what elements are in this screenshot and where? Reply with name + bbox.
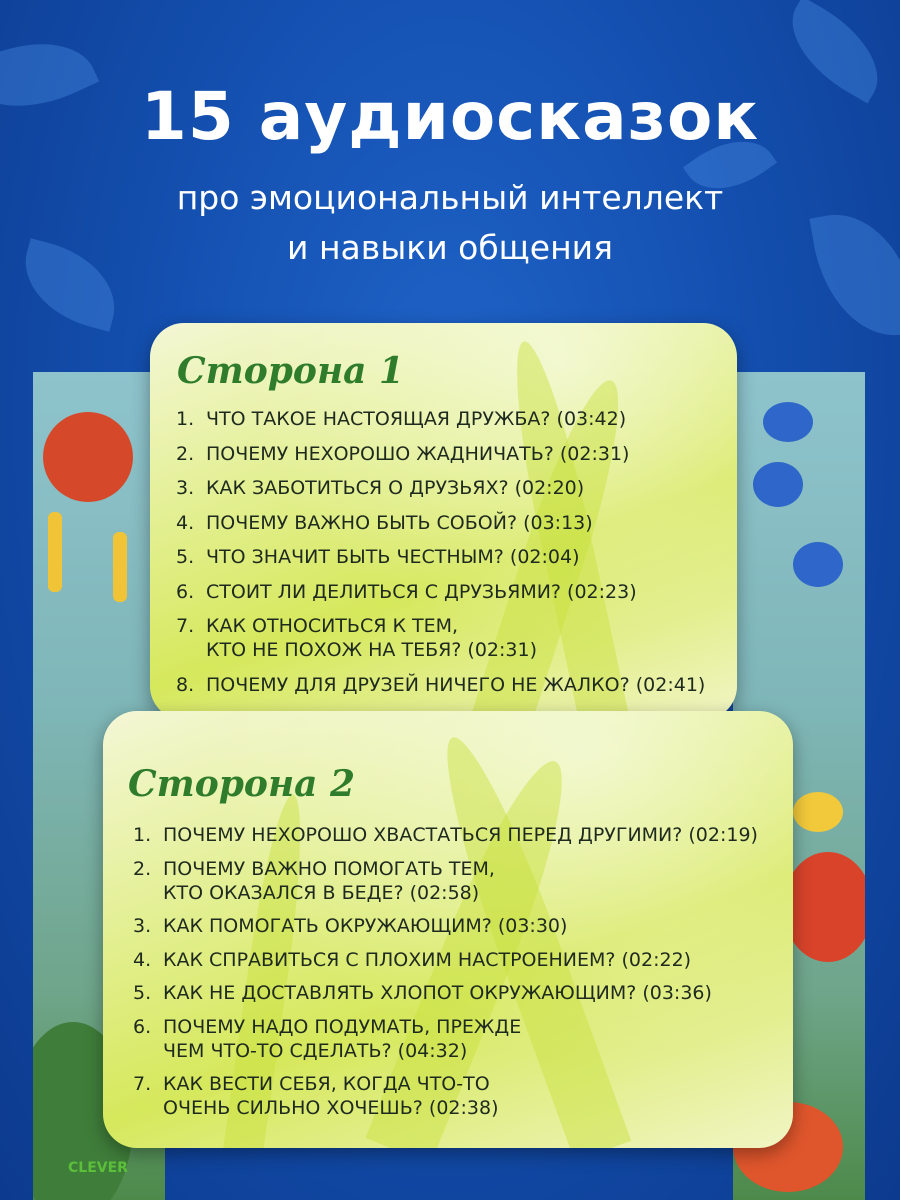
track-title: ПОЧЕМУ ДЛЯ ДРУЗЕЙ НИЧЕГО НЕ ЖАЛКО? (02:41) xyxy=(206,673,706,696)
track-number: 3. xyxy=(133,915,152,937)
track-number: 6. xyxy=(176,580,195,603)
publisher-logo: CLEVER xyxy=(68,1160,128,1176)
track-title-continued: ЧЕМ ЧТО-ТО СДЕЛАТЬ? (04:32) xyxy=(163,1039,468,1062)
track-item[interactable] xyxy=(133,823,783,847)
track-number: 3. xyxy=(176,477,195,499)
track-number: 5. xyxy=(133,982,152,1004)
track-number: 1. xyxy=(176,408,195,430)
page-subtitle-line-2: и навыки общения xyxy=(287,228,613,267)
red-flower-illustration xyxy=(783,852,865,962)
blue-bellflower-illustration xyxy=(793,542,843,587)
red-flower-illustration xyxy=(43,412,133,502)
track-title: ПОЧЕМУ НЕХОРОШО ХВАСТАТЬСЯ ПЕРЕД ДРУГИМИ? (02:19) xyxy=(163,824,758,846)
track-item[interactable] xyxy=(133,1072,783,1120)
track-item[interactable] xyxy=(133,948,783,972)
track-number: 7. xyxy=(176,615,195,637)
track-item[interactable] xyxy=(176,442,726,466)
side-2-title: Сторона 2 xyxy=(128,763,356,805)
track-title: КАК НЕ ДОСТАВЛЯТЬ ХЛОПОТ ОКРУЖАЮЩИМ? (03:36) xyxy=(163,982,712,1004)
track-number: 4. xyxy=(176,511,195,534)
track-item[interactable] xyxy=(133,981,783,1005)
track-item[interactable] xyxy=(133,857,783,905)
track-number: 7. xyxy=(133,1073,152,1095)
track-title: ПОЧЕМУ ВАЖНО ПОМОГАТЬ ТЕМ, xyxy=(163,857,495,880)
track-title: ПОЧЕМУ НАДО ПОДУМАТЬ, ПРЕЖДЕ xyxy=(163,1015,522,1038)
track-title: КАК СПРАВИТЬСЯ С ПЛОХИМ НАСТРОЕНИЕМ? (02:22) xyxy=(163,948,692,971)
track-number: 1. xyxy=(133,824,152,846)
page-subtitle-line-1: про эмоциональный интеллект xyxy=(176,178,724,217)
track-item[interactable] xyxy=(133,1015,783,1063)
page-title: 15 аудиосказок xyxy=(140,78,760,155)
track-title: ЧТО ТАКОЕ НАСТОЯЩАЯ ДРУЖБА? (03:42) xyxy=(206,408,627,430)
track-number: 8. xyxy=(176,673,195,696)
track-title-continued: ОЧЕНЬ СИЛЬНО ХОЧЕШЬ? (02:38) xyxy=(163,1097,499,1119)
side-1-card xyxy=(150,323,737,720)
background-leaf xyxy=(809,203,900,347)
track-title: КАК ЗАБОТИТЬСЯ О ДРУЗЬЯХ? (02:20) xyxy=(206,477,585,499)
blue-bellflower-illustration xyxy=(753,462,803,507)
track-number: 5. xyxy=(176,546,195,568)
track-number: 2. xyxy=(133,857,152,880)
blue-bellflower-illustration xyxy=(763,402,813,442)
track-item[interactable] xyxy=(176,673,726,697)
yellow-stripe-illustration xyxy=(113,532,127,602)
track-item[interactable] xyxy=(176,545,726,569)
track-title-continued: КТО НЕ ПОХОЖ НА ТЕБЯ? (02:31) xyxy=(206,639,538,661)
track-title: ПОЧЕМУ ВАЖНО БЫТЬ СОБОЙ? (03:13) xyxy=(206,511,593,534)
side-2-tracklist xyxy=(133,823,783,1130)
track-number: 2. xyxy=(176,442,195,465)
side-2-card xyxy=(103,711,793,1148)
track-number: 6. xyxy=(133,1015,152,1038)
track-title: КАК ОТНОСИТЬСЯ К ТЕМ, xyxy=(206,615,459,637)
track-item[interactable] xyxy=(176,476,726,500)
track-item[interactable] xyxy=(176,407,726,431)
track-title: ЧТО ЗНАЧИТ БЫТЬ ЧЕСТНЫМ? (02:04) xyxy=(206,546,580,568)
track-title: СТОИТ ЛИ ДЕЛИТЬСЯ С ДРУЗЬЯМИ? (02:23) xyxy=(206,580,637,603)
track-item[interactable] xyxy=(176,511,726,535)
track-item[interactable] xyxy=(133,914,783,938)
track-title: ПОЧЕМУ НЕХОРОШО ЖАДНИЧАТЬ? (02:31) xyxy=(206,442,630,465)
track-title-continued: КТО ОКАЗАЛСЯ В БЕДЕ? (02:58) xyxy=(163,881,480,904)
side-1-tracklist xyxy=(176,407,726,707)
side-1-title: Сторона 1 xyxy=(177,350,405,392)
bee-illustration xyxy=(793,792,843,832)
track-item[interactable] xyxy=(176,580,726,604)
yellow-stripe-illustration xyxy=(48,512,62,592)
track-item[interactable] xyxy=(176,614,726,662)
track-title: КАК ВЕСТИ СЕБЯ, КОГДА ЧТО-ТО xyxy=(163,1073,490,1095)
track-number: 4. xyxy=(133,948,152,971)
track-title: КАК ПОМОГАТЬ ОКРУЖАЮЩИМ? (03:30) xyxy=(163,915,568,937)
